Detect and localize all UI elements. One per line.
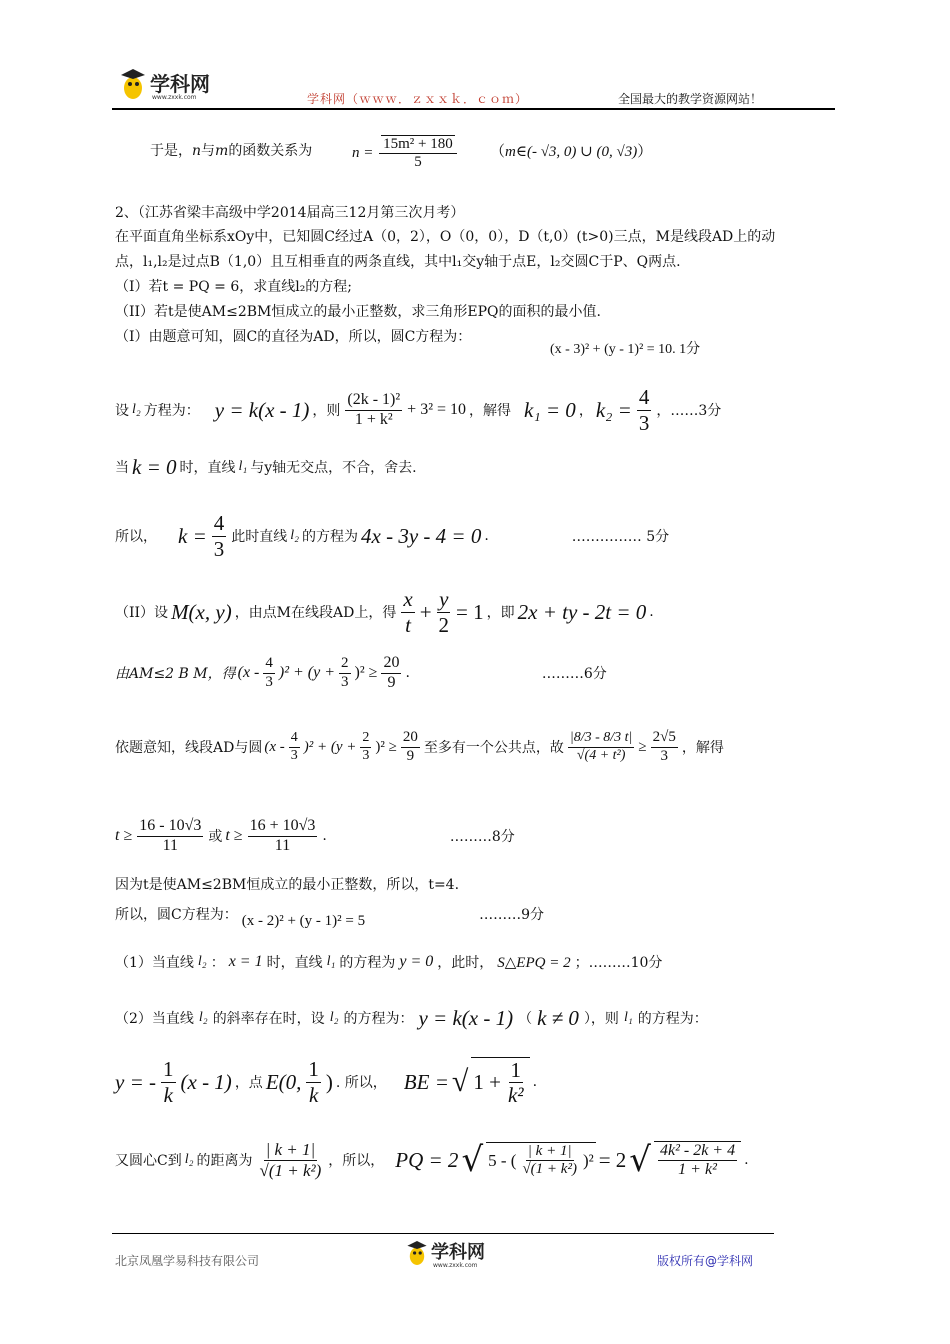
numerator: 16 - 10√3 [137,817,203,836]
numerator: 16 + 10√3 [248,817,318,836]
problem-line-4: （II）若t是使AM≤2BM恒成立的最小正整数，求三角形EPQ的面积的最小值. [115,304,601,320]
text: 于是， [150,143,192,159]
logo-url: www.zxxk.com [433,1262,478,1269]
score: ；………10分 [574,955,663,971]
text: ，所以， [328,1153,385,1169]
mascot-icon [405,1238,429,1268]
numerator: 20 [381,654,401,673]
text: . 所以， [335,1075,387,1091]
var: l₁ [623,1010,633,1025]
var: l₁ [326,954,336,969]
text: 时，直线 [179,460,236,476]
denominator: √(4 + t²) [576,747,626,763]
text: 又圆心C到 [115,1153,182,1169]
denominator: 11 [274,836,291,854]
text: 由AM≤2 B M，得 [115,666,236,682]
text: 的方程为： [637,1011,708,1027]
formula: 2x + ty - 2t = 0 [517,599,647,624]
denominator: 2 [438,612,450,637]
text: 时，直线 [266,955,323,971]
solution-line-7 [115,712,724,782]
numerator: 1 [163,1057,174,1082]
text: . [322,828,327,844]
solution-line-6 [115,648,607,698]
formula: )² ≥ [375,738,397,755]
numerator: y [439,587,449,612]
formula: (x - 2)² + (y - 1)² = 5 [241,912,366,929]
text: ， [578,403,593,419]
operator: + [419,599,432,624]
var: l₂ [197,954,207,969]
numerator: 15m² + 180 [383,136,453,152]
text: （1）当直线 [115,955,194,971]
score: ………8分 [449,829,515,845]
solution-line-1 [115,326,471,346]
score: ，……3分 [656,403,722,419]
circle-equation-1 [550,338,700,358]
text: 的方程为 [302,529,359,545]
formula: t ≥ [115,827,133,844]
logo-text: 学科网 [150,72,210,96]
text: （I）由题意可知，圆C的直径为AD，所以，圆C方程为： [115,329,472,345]
var: m [215,143,229,159]
text: ，解得 [681,740,724,756]
var: l₂ [198,1010,208,1025]
formula: PQ = 2 [395,1147,459,1172]
domain: m∈(- √3, 0) ∪ (0, √3) [505,144,638,160]
text: ： [210,955,225,971]
logo-url: www.zxxk.com [152,94,197,101]
numerator: 20 [401,729,420,747]
var: n [192,143,202,159]
formula: )² ≥ [354,664,378,681]
numerator: x [403,587,413,612]
denominator: 3 [341,673,349,690]
text: . [532,1074,538,1090]
formula: S△EPQ = 2 [497,954,571,971]
denominator: 3 [638,410,650,435]
formula: k₂ = [595,397,632,422]
footer-copyright[interactable]: 版权所有@学科网 [657,1254,754,1268]
denominator: 9 [387,673,396,691]
formula: (x - [237,664,260,681]
text: 的方程为 [339,955,396,971]
header-logo [118,66,210,106]
formula: )² [582,1150,594,1170]
var: l₂ [329,1010,339,1025]
formula: 5 - ( [488,1150,517,1170]
numerator: |8/3 - 8/3 t| [568,730,635,747]
text: 此时直线 [231,529,288,545]
domain-formula [490,140,652,161]
text: ，点 [234,1075,263,1091]
score: . 1分 [672,342,701,357]
mascot-icon [118,66,148,102]
problem-title: 2、（江苏省梁丰高级中学2014届高三12月第三次月考） [115,205,465,221]
score: ………6分 [541,666,607,682]
numerator: 4k² - 2k + 4 [658,1142,737,1161]
solution-line-13: y = - $\frac{1}{k}$ (x - 1) ，点 E(0, $\frac{1}{k}$ ) . 所以， BE = √ 1 + $\frac{1}{\text{k²}}$ . [115,1057,538,1107]
denominator: √(1 + k²) [522,1161,577,1177]
formula: x = 1 [228,953,263,970]
solution-line-9: 因为t是使AM≤2BM恒成立的最小正整数，所以，t=4. [115,877,460,893]
text: 的方程为： [343,1011,414,1027]
text: . [744,1152,749,1168]
formula: = 2 [598,1147,627,1172]
header-rule [112,108,835,110]
formula: BE = [403,1069,449,1094]
formula: )² + (y + [278,664,336,681]
denominator: 3 [660,747,668,764]
text: ，则 [312,403,341,419]
denominator: 3 [213,536,225,561]
logo-text: 学科网 [431,1242,485,1263]
formula: (x - [264,738,285,755]
relation-line [150,140,312,160]
text: 的斜率存在时，设 [212,1011,325,1027]
numerator: 2 [360,730,371,747]
denominator: k [308,1082,319,1107]
text: （ [518,1011,533,1027]
text: . [649,604,654,620]
numerator: 4 [263,655,275,673]
text: . [405,665,410,681]
formula-lhs: n = [352,145,374,162]
text: ，由点M在线段AD上，得 [234,605,397,621]
formula: k = [178,523,207,548]
var: l₁ [238,459,248,474]
solution-line-2 [115,380,721,440]
problem-line-3: （I）若t = PQ = 6，求直线l₂的方程; [115,279,353,295]
problem-line-2: 点，l₁,l₂是过点B（1,0）且互相垂直的两条直线，其中l₁交y轴于点E，l₂交圆C于P、Q两点. [115,254,681,270]
text: . [484,528,489,544]
denominator: 11 [162,836,178,854]
formula: k₁ = 0 [524,397,576,422]
formula: k = 0 [132,454,177,479]
formula: 4x - 3y - 4 = 0 [361,523,482,548]
numerator: (2k - 1)² [345,391,402,410]
denominator: √(1 + k²) [259,1160,322,1180]
header-site[interactable]: 学科网（ｗｗｗ．ｚｘｘｋ．ｃｏｍ） [307,92,529,106]
solution-line-10 [115,899,544,929]
solution-line-14: 又圆心C到 l₂ 的距离为 $\frac{| k + 1|}{\text{√(1 + k²)}}$ ，所以， PQ = 2 √ 5 - ( $\frac{| k + 1|}{\text{√(1 + k²)}}$ )² = 2 √ $\frac{\text{4k² - 2k + 4}}{\text{1 + k²}}$ . [115,1139,749,1180]
numerator: 4 [213,511,225,536]
text: （ [490,144,506,160]
solution-line-3 [115,452,417,482]
denominator: 3 [265,673,273,690]
solution-line-5 [115,582,654,642]
formula: k ≠ 0 [537,1005,579,1030]
denominator: k [163,1082,173,1107]
formula: y = k(x - 1) [214,397,310,422]
formula: (x - 1) [180,1069,232,1094]
formula: )² + (y + [303,738,357,755]
text: 所以， [115,529,157,545]
text: 的函数关系为 [228,143,313,159]
numerator: 1 [510,1057,521,1082]
score: …………… 5分 [571,529,670,545]
problem-line-1: 在平面直角坐标系xOy中，已知圆C经过A（0，2），O（0，0），D（t,0）(t>0)三点，M是线段AD上的动 [115,229,776,245]
text: （II）设 [115,605,169,621]
denominator: 1 + k² [678,1161,717,1178]
formula: ) [325,1069,333,1094]
var: l₂ [184,1152,194,1167]
denominator: t [405,612,411,637]
formula: + 3² = 10 [407,401,467,418]
formula: y = 0 [399,953,434,970]
text: 依题意知，线段AD与圆 [115,740,263,756]
text: 与 [201,143,216,159]
text: 设 [115,403,129,419]
footer-company: 北京凤凰学易科技有限公司 [115,1254,260,1268]
numerator: 4 [638,385,650,410]
solution-line-12 [115,1000,708,1036]
text: 所以，圆C方程为： [115,907,238,923]
formula: 1 + [473,1070,501,1094]
text: 的距离为 [196,1153,253,1169]
formula: (x - 3)² + (y - 1)² = 10 [550,342,673,357]
numerator: | k + 1| [265,1139,316,1159]
solution-line-8 [115,808,515,864]
var: l₂ [290,528,300,543]
numerator: 2 [339,655,351,673]
text: 当 [115,460,129,476]
footer-rule [112,1233,774,1234]
operator: ≥ [638,738,647,755]
relation-formula [352,136,459,172]
denominator: 5 [414,154,422,171]
denominator: 9 [406,747,415,764]
numerator: 2√5 [651,729,678,747]
numerator: 1 [308,1057,319,1082]
text: ） [637,144,653,160]
footer-logo [405,1238,485,1272]
denominator: k² [507,1083,524,1107]
text: 方程为： [143,403,200,419]
text: 或 [208,829,223,845]
score: ………9分 [479,907,545,923]
formula: E(0, [265,1069,302,1094]
formula: M(x, y) [171,599,232,624]
formula: t ≥ [225,827,243,844]
text: ，即 [486,605,515,621]
denominator: 3 [362,747,370,763]
text: ），则 [583,1011,619,1027]
text: （2）当直线 [115,1011,194,1027]
formula: y = k(x - 1) [418,1005,514,1030]
header-slogan: 全国最大的教学资源网站！ [618,92,763,106]
denominator: 3 [290,747,298,763]
text: ，解得 [469,403,512,419]
var: l₂ [132,402,141,417]
formula: y = - [115,1069,156,1094]
denominator: 1 + k² [354,410,393,428]
text: ，此时， [437,955,494,971]
formula: = 1 [456,599,484,624]
solution-line-11 [115,946,662,978]
solution-line-4 [115,506,669,566]
numerator: | k + 1| [526,1143,574,1161]
text: 与y轴无交点，不合，舍去. [250,460,417,476]
numerator: 4 [289,730,300,747]
text: 至多有一个公共点，故 [423,740,564,756]
